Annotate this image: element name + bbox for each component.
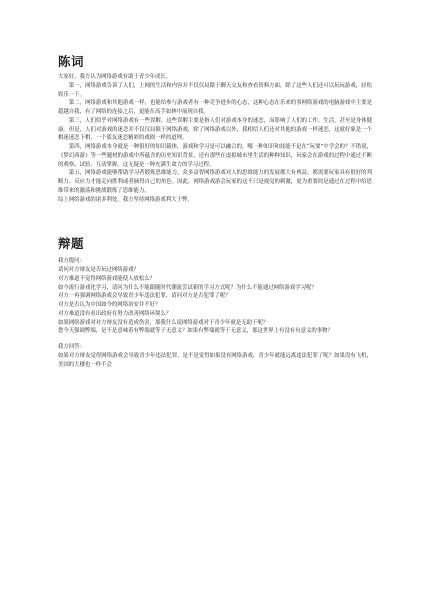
paragraph: 对方是否认为中国如今的网络治安并不好？	[58, 302, 161, 308]
paragraph: 第五，网络游戏能够帮助学习者锻炼思维能力，众多益智网络游戏对人的思维能力的发展都大有裨益，都需要玩家具有很好的判断力、反应力才能走向胜利或者摘得自己的角色。因此，网络游戏游会玩家的这不只是视觉的刺激，更为重要的是通过在过程中给思维带来的激荡和挑战锻炼了思维能力。	[58, 170, 372, 194]
paragraph: 第四，网络游戏本身就是一种很好的知识载体，游戏和学习是可以融合的，哪一种知识和技能不是在“玩耍”中学会的？不错说，《梦幻西游》等一些题材的游戏中所蕴含的历史知识背景，还有那些在虚拟城市里生活的种种知识，玩家会在游戏的过程中通过不断的观察、试验、互动掌握，这无疑是一种充满生命力的学习过程。	[58, 144, 372, 168]
paragraph: 对方一再强调网络游戏会导致青少年违法犯罪，请问对方是否犯罪了呢？	[58, 293, 231, 300]
paragraph: 我方提问：	[58, 258, 85, 265]
paragraph: 您今天强调弊端，是不是意味着有弊端就等于无意义？如果有弊端就等于无意义，那这世界上有没有有意义的事物？	[58, 328, 333, 335]
paragraph: 对方难道不觉得网络游戏能使人放松么？	[58, 275, 156, 282]
section-title-statement: 陈词	[58, 54, 85, 69]
section-statement	[58, 54, 372, 204]
paragraph: 综上网络游戏的诸多利处，我方坚持网络游戏利大于弊。	[58, 196, 193, 203]
paragraph: 我方回答：	[58, 344, 85, 350]
paragraph: 第二，网络游戏和其他游戏一样，也能给参与游戏者有一种竞争进步的心态，这种心态在乐来的事网络游戏的电脑游戏中主要是超越自我，有了网络的连接之后，更能在高手如林中展现自我。	[58, 100, 372, 115]
paragraph: 对方难道没有看出政府在努力改善网络环境么？	[58, 310, 172, 317]
paragraph: 如果网络游戏对对方辩友没有造成伤害，那我什么说网络游戏对于青少年就是无助于呢？	[58, 319, 269, 326]
paragraph: 大家好，我方认为网络游戏有助于青少年成长。	[58, 74, 172, 80]
section-debate	[58, 236, 372, 369]
paragraph-gap	[58, 336, 372, 343]
section-title-debate: 辩题	[58, 236, 85, 252]
paragraph: 第三，人们似乎对网络游戏有一些误解，这些误解主要是指人们对游戏本身的迷恋，而影响了人们的工作、生活，甚至是身体健康。但是，人们对游戏的迷恋并不仅仅局限于网络游戏，除了网络游戏以外，我相信人们还对其他的游戏一样迷恋，这就好象是一个棋迷迷恋下棋，一个篮友迷恋精彩的戏剧一样的道理。	[58, 117, 372, 142]
paragraph: 请问对方辩友是否玩过网络游戏？	[58, 267, 139, 273]
paragraph: 如今流行游戏化学习，请问为什么不能跟随时代潮流尝试新的学习方式呢？为什么不能通过网络游戏学习呢？	[58, 284, 317, 291]
paragraph: 第一，网络游戏告诉了人们，上网的生活和内容并不仅仅局限于聊天交友和查看资料方面，除了这些人们还可以玩玩游戏，轻松娱乐一下。	[58, 82, 372, 98]
paragraph: 如果对方辩友觉得网络游戏会导致青少年违法犯罪，是不是觉得如果没有网络游戏，青少年就能远离违法犯罪了呢？如果没有飞机，美国的大楼也一样不会	[58, 352, 372, 368]
statement-body	[58, 73, 372, 204]
debate-body	[58, 257, 372, 369]
